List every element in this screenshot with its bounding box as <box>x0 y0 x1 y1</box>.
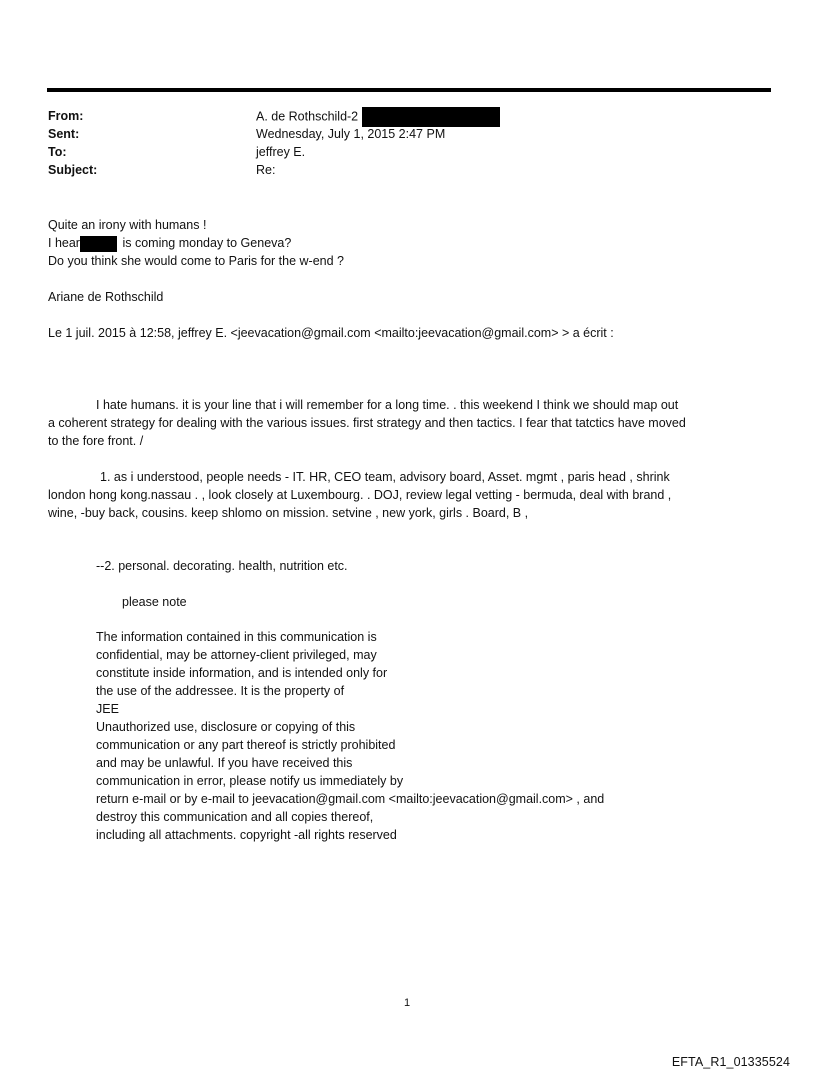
please-note: please note <box>122 595 187 609</box>
sent-value: Wednesday, July 1, 2015 2:47 PM <box>256 127 446 141</box>
disclaimer-line: communication in error, please notify us immediately by <box>96 774 404 788</box>
subject-label: Subject: <box>48 163 98 177</box>
quoted-line: a coherent strategy for dealing with the various issues. first strategy and then tactics. I fear that tatctics have moved <box>48 416 686 430</box>
from-value <box>256 107 500 127</box>
disclaimer-line: return e-mail or by e-mail to jeevacation@gmail.com <mailto:jeevacation@gmail.com> , and <box>96 792 605 806</box>
subject-value: Re: <box>256 163 276 177</box>
reply-line: Quite an irony with humans ! <box>48 218 207 232</box>
signature: Ariane de Rothschild <box>48 290 164 304</box>
disclaimer-line: confidential, may be attorney-client privileged, may <box>96 648 377 662</box>
reply-line-start: I hear <box>48 236 80 250</box>
disclaimer-line: The information contained in this communication is <box>96 630 377 644</box>
disclaimer-line: JEE <box>96 702 119 716</box>
quoted-line: to the fore front. / <box>48 434 144 448</box>
redacted-name <box>80 236 117 252</box>
quoted-line: wine, -buy back, cousins. keep shlomo on mission. setvine , new york, girls . Board, B , <box>48 506 529 520</box>
from-name: A. de Rothschild-2 <box>256 109 359 124</box>
quoted-line: london hong kong.nassau . , look closely at Luxembourg. . DOJ, review legal vetting - bermuda, deal with brand , <box>48 488 672 502</box>
from-label: From: <box>48 109 84 123</box>
disclaimer-line: Unauthorized use, disclosure or copying of this <box>96 720 356 734</box>
disclaimer-line: destroy this communication and all copies thereof, <box>96 810 374 824</box>
sent-label: Sent: <box>48 127 80 141</box>
to-value: jeffrey E. <box>256 145 306 159</box>
disclaimer-line: the use of the addressee. It is the property of <box>96 684 345 698</box>
reply-line <box>48 234 291 252</box>
quote-header: Le 1 juil. 2015 à 12:58, jeffrey E. <jeevacation@gmail.com <mailto:jeevacation@gmail.com> > a écrit : <box>48 326 614 340</box>
quoted-line: --2. personal. decorating. health, nutrition etc. <box>96 559 348 573</box>
reply-line: Do you think she would come to Paris for the w-end ? <box>48 254 344 268</box>
page-number: 1 <box>404 997 411 1009</box>
disclaimer-line: and may be unlawful. If you have received this <box>96 756 353 770</box>
disclaimer-line: communication or any part thereof is strictly prohibited <box>96 738 396 752</box>
bates-number: EFTA_R1_01335524 <box>671 1055 790 1069</box>
quoted-line: I hate humans. it is your line that i will remember for a long time. . this weekend I think we should map out <box>96 398 679 412</box>
redacted-email <box>362 107 500 127</box>
disclaimer-line: including all attachments. copyright -all rights reserved <box>96 828 397 842</box>
header-rule <box>47 88 771 92</box>
quoted-line: 1. as i understood, people needs - IT. HR, CEO team, advisory board, Asset. mgmt , paris head , shrink <box>100 470 670 484</box>
disclaimer-line: constitute inside information, and is intended only for <box>96 666 388 680</box>
to-label: To: <box>48 145 67 159</box>
reply-line-end: is coming monday to Geneva? <box>122 236 292 250</box>
